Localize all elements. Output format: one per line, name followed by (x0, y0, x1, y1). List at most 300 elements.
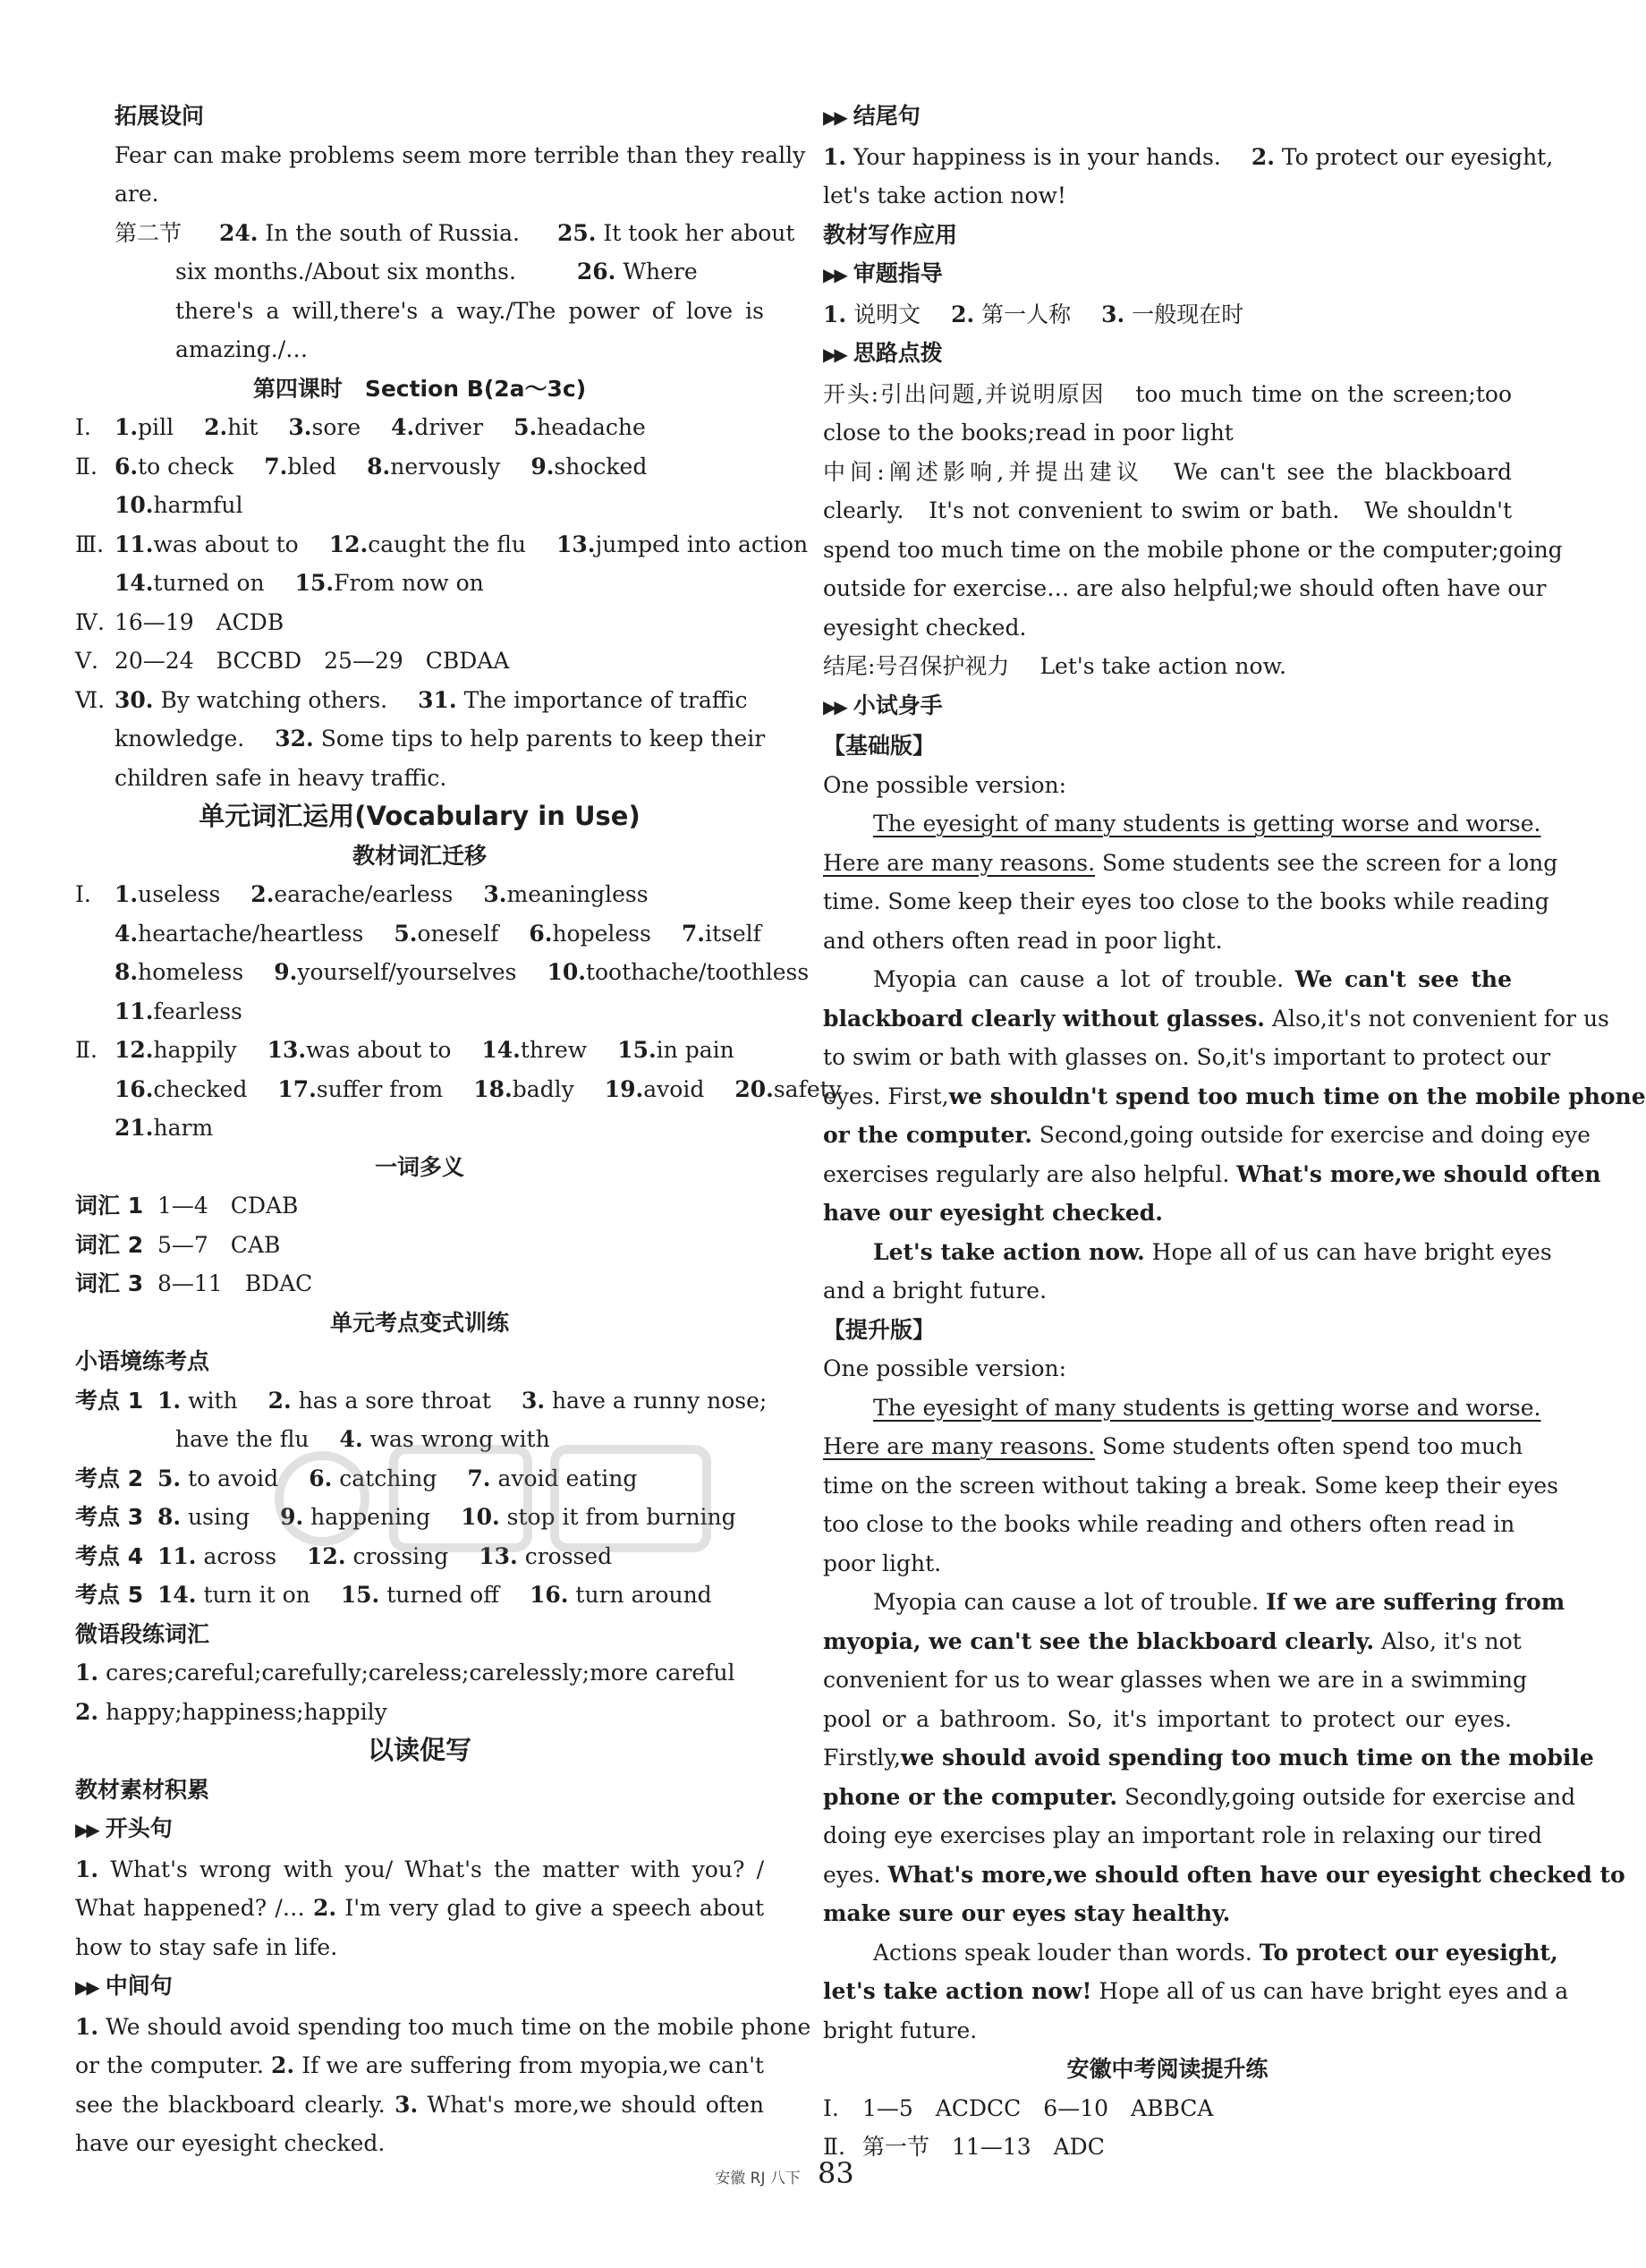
text-span: stop it from burning (506, 1504, 736, 1530)
answer-row (823, 2089, 1512, 2128)
text-span: safety (773, 1075, 842, 1102)
text-line: spend too much time on the mobile phone or the computer;going (823, 536, 1563, 563)
text-line: pool or a bathroom. So, it's important to protect our eyes. (823, 1705, 1512, 1732)
text-line: One possible version: (823, 1355, 1067, 1381)
text-line (823, 138, 1554, 177)
text-span: pill (138, 414, 174, 440)
text-span: Some tips to help parents to keep their (320, 726, 766, 752)
text-span: exercises regularly are also helpful. (823, 1160, 1230, 1187)
item-number: 25. (556, 219, 597, 246)
text-span: 2. (951, 301, 975, 327)
text-span: 15. (617, 1037, 657, 1063)
text-line: bright future. (823, 2017, 978, 2043)
text-line (823, 1622, 1522, 1661)
text-line (823, 1856, 1625, 1895)
text-span: If we are suffering from (1266, 1589, 1565, 1615)
text-span: across (203, 1542, 277, 1569)
text-span: heartache/heartless (138, 920, 364, 947)
text-span: Myopia can cause a lot of trouble. (873, 1589, 1260, 1615)
text-span: We can't see the (1294, 966, 1512, 992)
text-line (823, 1116, 1591, 1155)
text-span: 词汇 3 (75, 1270, 144, 1296)
text-span: 5—7 CAB (157, 1231, 281, 1258)
text-span: We should avoid spending too much time on the mobile phone (106, 2013, 811, 2040)
text-span: was wrong with (369, 1426, 550, 1452)
text-span: threw (520, 1037, 588, 1063)
text-span: 13. (556, 531, 596, 557)
answer-text: In the south of Russia. (265, 219, 520, 246)
text-line: are. (115, 181, 159, 207)
text-span: 8. (367, 453, 391, 480)
text-span: 30. (115, 686, 154, 713)
text-line (823, 844, 1558, 883)
text-span: What's more,we should often have our eyesight checked to (887, 1861, 1625, 1888)
text-span: homeless (138, 959, 244, 985)
answer-row (75, 719, 764, 759)
text-span: happily (153, 1037, 237, 1063)
text-span: Secondly,going outside for exercise and (1124, 1783, 1576, 1810)
text-span: we shouldn't spend too much time on the mobile phone (948, 1083, 1646, 1109)
text-span: 13. (267, 1037, 307, 1063)
text-span: 8. (115, 959, 139, 985)
text-span: let's take action now! (823, 1978, 1092, 2004)
subsection-heading: 教材词汇迁移 (352, 842, 487, 869)
text-span: What's more,we should often (427, 2091, 764, 2118)
text-span: sore (311, 414, 361, 440)
text-span: 结尾句 (853, 103, 921, 129)
text-span: has a sore throat (298, 1387, 491, 1414)
text-span: nervously (390, 453, 501, 480)
text-line (823, 1155, 1601, 1194)
text-span: turn it on (203, 1582, 310, 1608)
text-span: 19. (604, 1075, 644, 1102)
text-span: Ⅰ. (823, 2094, 839, 2121)
version-heading: 【基础版】 (823, 733, 936, 759)
text-span: 10. (115, 492, 154, 518)
text-span: To protect our eyesight, (1281, 143, 1554, 170)
text-span: Ⅱ. (75, 1037, 98, 1063)
text-line (823, 375, 1512, 414)
text-line: close to the books;read in poor light (823, 420, 1234, 446)
section-heading: 拓展设问 (115, 103, 205, 129)
play-arrows-icon: ▶▶ (823, 695, 845, 718)
text-span: 11. (157, 1542, 197, 1569)
answer-row (75, 875, 764, 914)
text-span: 9. (280, 1504, 304, 1530)
text-span: with (188, 1387, 238, 1414)
text-span: 2. (271, 2052, 295, 2078)
answer-text: 16—19 ACDB (115, 608, 284, 635)
text-span: catching (339, 1465, 437, 1491)
text-span: myopia, we can't see the blackboard clearly. (823, 1627, 1375, 1654)
answer-row (75, 1381, 768, 1421)
text-span: By watching others. (160, 686, 388, 713)
text-span: 12. (307, 1542, 346, 1569)
text-span: 6. (309, 1465, 333, 1491)
text-line (823, 1193, 1512, 1233)
text-span: Let's take action now. (873, 1238, 1145, 1265)
text-span: Some students often spend too much (1102, 1433, 1523, 1459)
text-span: avoid eating (497, 1465, 638, 1491)
text-span: turned off (386, 1582, 499, 1608)
text-line: there's a will,there's a way./The power of love is (175, 297, 764, 324)
text-span: phone or the computer. (823, 1783, 1118, 1810)
answer-row (75, 1109, 764, 1148)
play-arrows-icon: ▶▶ (823, 344, 845, 365)
text-span: 15. (340, 1582, 380, 1608)
answer-line (75, 214, 795, 253)
text-line: time on the screen without taking a break. Some keep their eyes (823, 1472, 1558, 1499)
play-arrows-icon: ▶▶ (823, 264, 845, 285)
answer-text: 20—24 BCCBD 25—29 CBDAA (115, 648, 510, 674)
text-span: 8. (157, 1504, 182, 1530)
text-span: Ⅱ. (823, 2134, 845, 2160)
text-line (75, 2008, 811, 2047)
text-span: headache (537, 414, 646, 440)
text-line (823, 1933, 1558, 1973)
text-span: oneself (417, 920, 499, 947)
text-span: jumped into action (595, 531, 809, 557)
text-line (823, 1389, 1541, 1428)
answer-row (75, 681, 764, 720)
text-line: have our eyesight checked. (75, 2130, 386, 2156)
answer-text: Where (623, 259, 698, 285)
text-line: to swim or bath with glasses on. So,it's important to protect our (823, 1044, 1551, 1070)
text-span: useless (138, 881, 221, 907)
answer-row (75, 564, 764, 603)
play-arrows-icon: ▶▶ (75, 1976, 98, 1998)
answer-row (75, 953, 810, 992)
answer-row (75, 1070, 842, 1109)
text-span: make sure our eyes stay healthy. (823, 1900, 1231, 1926)
text-line: how to stay safe in life. (75, 1933, 338, 1960)
text-span: 考点 3 (75, 1504, 144, 1530)
text-span: 2. (267, 1387, 292, 1414)
text-span: turned on (153, 570, 265, 596)
text-line (75, 2046, 764, 2085)
text-span: 考点 4 (75, 1542, 144, 1569)
text-span: toothache/toothless (585, 959, 810, 985)
text-span: Hope all of us can have bright eyes (1151, 1238, 1552, 1265)
left-column (75, 97, 842, 2163)
text-span: 1—5 ACDCC 6—10 ABBCA (862, 2094, 1214, 2121)
answer-row (75, 603, 764, 642)
text-span: turn around (575, 1582, 712, 1608)
text-span: children safe in heavy traffic. (115, 764, 447, 791)
answer-row (75, 641, 764, 681)
answer-row (75, 1653, 764, 1693)
answer-row (75, 486, 764, 525)
watermark (268, 1423, 734, 1601)
text-span: 中间句 (105, 1973, 173, 1999)
answer-row (75, 914, 764, 954)
item-number: 26. (576, 259, 616, 285)
text-span: 3. (521, 1387, 546, 1414)
text-span: 7. (681, 920, 705, 947)
text-span: 5. (157, 1465, 182, 1491)
text-span: 7. (264, 453, 288, 480)
text-span: fearless (153, 998, 242, 1024)
text-span: 1. (75, 2013, 99, 2040)
text-span: 32. (275, 726, 314, 752)
text-line (823, 647, 1512, 686)
text-span: 1. (115, 881, 139, 907)
text-span: 11. (115, 531, 154, 557)
text-span: Some students see the screen for a long (1102, 849, 1558, 876)
version-heading: 【提升版】 (823, 1316, 936, 1343)
text-span: Here are many reasons. (823, 849, 1096, 876)
text-span: 10. (547, 959, 586, 985)
text-line (823, 1427, 1523, 1466)
text-line (823, 999, 1609, 1039)
text-span: 开头:引出问题,并说明原因 (823, 380, 1106, 407)
text-line (823, 804, 1541, 844)
text-span: 1. (75, 1856, 99, 1882)
text-span: avoid (643, 1075, 705, 1102)
lesson-heading: 第四课时 Section B(2a～3c) (252, 375, 587, 402)
text-line: and a bright future. (823, 1278, 1048, 1304)
subsection-heading: 一词多义 (374, 1153, 464, 1180)
text-line (823, 1583, 1565, 1622)
text-span: was about to (306, 1037, 452, 1063)
page-footer (0, 2156, 1569, 2190)
text-span: crossed (524, 1542, 613, 1569)
text-span: to check (138, 453, 234, 480)
section-title: 以读促写 (367, 1735, 471, 1765)
text-span: 第一节 11—13 ADC (862, 2134, 1105, 2160)
text-span: 1. (115, 414, 139, 440)
answer-text: It took her about (603, 219, 795, 246)
text-span: 3. (483, 881, 507, 907)
text-span: crossing (352, 1542, 449, 1569)
text-span: Your happiness is in your hands. (853, 143, 1221, 170)
text-line (823, 1972, 1569, 2011)
text-span: The eyesight of many students is getting worse and worse. (873, 811, 1541, 837)
text-line (823, 1233, 1552, 1272)
text-line (823, 1738, 1594, 1778)
text-span: using (188, 1504, 250, 1530)
text-span: see the blackboard clearly. (75, 2091, 386, 2118)
text-line: convenient for us to wear glasses when we are in a swimming (823, 1667, 1528, 1693)
text-span: 4. (115, 920, 139, 947)
section-heading (823, 334, 1512, 375)
text-span: 9. (274, 959, 298, 985)
text-line: time. Some keep their eyes too close to the books while reading (823, 888, 1549, 914)
text-span: 14. (157, 1582, 197, 1608)
text-span: 10. (461, 1504, 500, 1530)
text-span: 14. (481, 1037, 521, 1063)
answer-row (75, 1031, 764, 1070)
label: 第二节 (115, 219, 182, 246)
text-span: 1. (823, 301, 847, 327)
text-span: 16. (529, 1582, 569, 1608)
text-span: What happened? /… (75, 1895, 305, 1921)
text-span: 1. (157, 1387, 182, 1414)
text-span: 15. (294, 570, 335, 596)
text-span: badly (512, 1075, 574, 1102)
text-line (823, 960, 1512, 999)
text-span: shocked (554, 453, 648, 480)
text-span: What's wrong with you/ What's the matter with you? / (110, 1856, 765, 1882)
text-span: have our eyesight checked. (823, 1200, 1163, 1226)
answer-row (823, 295, 1512, 335)
text-span: or the computer. (823, 1122, 1032, 1148)
text-span: 小试身手 (853, 692, 943, 718)
text-span: to avoid (188, 1465, 279, 1491)
text-span: 9. (530, 453, 555, 480)
text-span: If we are suffering from myopia,we can't (301, 2052, 764, 2078)
text-span: eyes. (823, 1861, 881, 1888)
subsection-heading: 单元考点变式训练 (329, 1309, 509, 1336)
section-heading (823, 686, 1512, 727)
section-heading: 教材素材积累 (75, 1776, 210, 1803)
text-span: 2. (250, 881, 275, 907)
text-span: 审题指导 (853, 260, 943, 286)
text-span: 说明文 (853, 301, 921, 327)
unit-heading: 单元词汇运用(Vocabulary in Use) (199, 801, 641, 831)
text-span: Second,going outside for exercise and doing eye (1039, 1122, 1591, 1148)
text-span: 8—11 BDAC (157, 1270, 313, 1296)
text-line: doing eye exercises play an important role in relaxing our tired (823, 1822, 1542, 1848)
text-span: in pain (656, 1037, 734, 1063)
text-span: 5. (513, 414, 538, 440)
text-span: 12. (328, 531, 369, 557)
answer-row (75, 1264, 764, 1304)
text-line (75, 1889, 764, 1928)
text-span: I'm very glad to give a speech about (344, 1895, 764, 1921)
answer-row (75, 1693, 764, 1732)
text-span: happy;happiness;happily (106, 1698, 387, 1725)
text-span: 31. (418, 686, 457, 713)
text-span: 3. (288, 414, 312, 440)
text-span: driver (414, 414, 484, 440)
text-span: 4. (391, 414, 415, 440)
text-span: 14. (115, 570, 154, 596)
text-span: meaningless (506, 881, 649, 907)
text-span: Myopia can cause a lot of trouble. (873, 966, 1285, 992)
text-span: harmful (153, 492, 243, 518)
text-span: 7. (467, 1465, 491, 1491)
text-span: 开头句 (105, 1815, 173, 1841)
answer-row (75, 525, 809, 565)
section-heading (823, 97, 1512, 138)
text-span: 第一人称 (981, 301, 1072, 327)
text-span: 1. (823, 143, 847, 170)
text-span: was about to (153, 531, 299, 557)
text-span: 13. (479, 1542, 518, 1569)
play-arrows-icon: ▶▶ (75, 1819, 98, 1840)
text-span: 12. (115, 1037, 154, 1063)
text-span: 思路点拨 (853, 340, 943, 366)
text-span: Ⅰ. (75, 881, 91, 907)
answer-text: six months./About six months. (175, 259, 516, 285)
text-line (823, 1778, 1576, 1817)
text-span: 6. (529, 920, 553, 947)
text-span: The importance of traffic (463, 686, 748, 713)
text-span: The eyesight of many students is getting worse and worse. (873, 1394, 1541, 1421)
text-line (823, 1077, 1646, 1117)
watermark-shape (268, 1423, 734, 1575)
text-span: 2. (204, 414, 228, 440)
footer-tag: 安徽 RJ 八下 (715, 2170, 801, 2187)
text-span: Hope all of us can have bright eyes and a (1099, 1978, 1569, 2004)
item-number: 24. (218, 219, 259, 246)
text-line: amazing./… (175, 336, 309, 362)
text-span: To protect our eyesight, (1259, 1939, 1558, 1966)
text-span: 21. (115, 1115, 154, 1141)
text-line (823, 453, 1512, 492)
answer-row (75, 992, 764, 1032)
text-line: Fear can make problems seem more terrible than they really (115, 141, 806, 168)
text-span: eyes. First, (823, 1083, 949, 1109)
text-span: Firstly, (823, 1745, 901, 1771)
text-span: knowledge. (115, 726, 245, 752)
text-span: suffer from (316, 1075, 444, 1102)
text-span: 词汇 1 (75, 1193, 144, 1219)
answer-row (75, 1226, 764, 1265)
text-span: 考点 1 (75, 1387, 144, 1414)
text-span: cares;careful;carefully;careless;carelessly;more careful (106, 1660, 735, 1686)
page-number: 83 (818, 2156, 854, 2190)
text-span: 4. (339, 1426, 363, 1452)
text-span: bled (287, 453, 337, 480)
text-span: too much time on the screen;too (1135, 380, 1512, 407)
text-span: What's more,we should often (1236, 1160, 1601, 1187)
text-span: 2. (313, 1895, 337, 1921)
section-heading (823, 254, 1512, 295)
text-span: earache/earless (274, 881, 454, 907)
text-span: 20. (734, 1075, 774, 1102)
text-span: itself (704, 920, 761, 947)
text-span: 一般现在时 (1132, 301, 1244, 327)
answer-row (75, 1186, 764, 1226)
text-span: or the computer. (75, 2052, 264, 2078)
text-line: One possible version: (823, 771, 1067, 798)
text-line: too close to the books while reading and others often read in (823, 1511, 1515, 1537)
subsection-heading: 安徽中考阅读提升练 (1066, 2056, 1268, 2082)
answer-row (75, 759, 764, 798)
roman-number: Ⅲ. (75, 531, 105, 557)
text-span: Also, it's not (1381, 1627, 1522, 1654)
section-heading (75, 1809, 764, 1850)
answer-row (75, 408, 764, 447)
text-line: let's take action now! (823, 183, 1066, 208)
text-span: 6. (115, 453, 139, 480)
text-span: 18. (473, 1075, 513, 1102)
answer-line (75, 252, 764, 292)
text-span: 3. (395, 2091, 419, 2118)
text-span: harm (153, 1115, 214, 1141)
text-span: have a runny nose; (552, 1387, 768, 1414)
text-line: and others often read in poor light. (823, 927, 1223, 954)
section-heading: 微语段练词汇 (75, 1620, 210, 1647)
roman-number: Ⅱ. (75, 453, 98, 480)
right-column (823, 97, 1646, 2167)
text-span: hit (227, 414, 259, 440)
text-span: we should avoid spending too much time on the mobile (900, 1745, 1594, 1771)
roman-number: Ⅴ. (75, 648, 99, 674)
text-span: From now on (334, 570, 484, 596)
text-line: outside for exercise… are also helpful;we should often have our (823, 575, 1547, 601)
text-span: 2. (1251, 143, 1275, 170)
text-span: 词汇 2 (75, 1231, 144, 1258)
text-span: 5. (394, 920, 418, 947)
text-span: blackboard clearly without glasses. (823, 1005, 1266, 1032)
section-heading (75, 1966, 764, 2008)
text-span: yourself/yourselves (297, 959, 517, 985)
section-heading: 小语境练考点 (75, 1348, 210, 1374)
play-arrows-icon: ▶▶ (823, 106, 845, 128)
